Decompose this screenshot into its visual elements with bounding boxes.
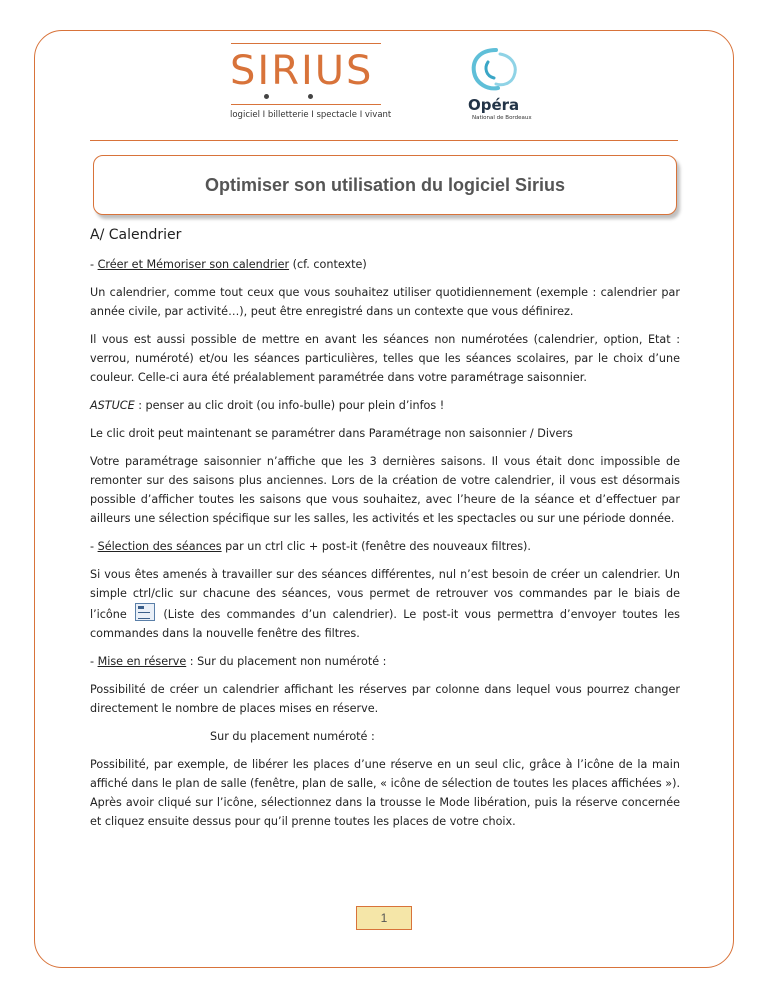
paragraph: Il vous est aussi possible de mettre en avant les séances non numérotées (calendrier, option, Etat : verrou, numéroté) et/ou les séances particulières, telles que les séances scolaires, par le choix d’une couleur. Celle-ci aura été préalablement paramétrée dans votre paramétrage saisonnier. bbox=[90, 333, 680, 384]
paragraph-text: (cf. contexte) bbox=[289, 258, 367, 271]
paragraph-text: (Liste des commandes d’un calendrier). Le post-it vous permettra d’envoyer toutes les commandes dans la nouvelle fenêtre des filtres. bbox=[90, 608, 681, 640]
paragraph bbox=[90, 565, 680, 643]
opera-wordmark: Opéra bbox=[468, 96, 520, 114]
paragraph bbox=[90, 255, 680, 274]
list-dash: - bbox=[90, 540, 98, 553]
paragraph-text: par un ctrl clic + post-it (fenêtre des nouveaux filtres). bbox=[221, 540, 531, 553]
paragraph: Le clic droit peut maintenant se paramétrer dans Paramétrage non saisonnier / Divers bbox=[90, 427, 573, 440]
opera-subtitle: National de Bordeaux bbox=[472, 115, 532, 121]
opera-ring-icon bbox=[466, 44, 526, 96]
paragraph-text: : Sur du placement non numéroté : bbox=[186, 655, 387, 668]
paragraph: Sur du placement numéroté : bbox=[210, 730, 375, 743]
subheading-calendar: Créer et Mémoriser son calendrier bbox=[97, 258, 290, 271]
paragraph-text: Si vous êtes amenés à travailler sur des séances différentes, nul n’est besoin de créer un calendrier. Un simple ctrl/clic sur chacune des séances, vous permet de retrouver vos commandes par le biais de l’icône bbox=[90, 568, 680, 621]
paragraph: Possibilité, par exemple, de libérer les places d’une réserve en un seul clic, grâce à l’icône de la main affiché dans le plan de salle (fenêtre, plan de salle, « icône de sélection de toutes les places affichées »). Après avoir cliqué sur l’icône, sélectionnez dans la trousse le Mode libération, puis la réserve concernée et cliquez ensuite dessus pour qu’il prenne toutes les places de votre choix. bbox=[90, 758, 680, 828]
paragraph: Possibilité de créer un calendrier affichant les réserves par colonne dans lequel vous pourrez changer directement le nombre de places mises en réserve. bbox=[90, 683, 680, 715]
paragraph bbox=[90, 537, 680, 556]
paragraph bbox=[90, 652, 680, 671]
tip-label: ASTUCE bbox=[90, 399, 135, 412]
logo-dot bbox=[308, 94, 313, 99]
sirius-tagline: logiciel I billetterie I spectacle I vivant bbox=[230, 110, 392, 120]
opera-logo bbox=[462, 44, 552, 130]
logo-rule-bottom bbox=[231, 104, 381, 105]
document-body bbox=[90, 222, 680, 840]
sirius-wordmark: SIRIUS bbox=[230, 48, 374, 94]
logo-dot bbox=[264, 94, 269, 99]
header-divider bbox=[90, 140, 678, 141]
tip-paragraph bbox=[90, 396, 680, 415]
logo-rule-top bbox=[231, 43, 381, 44]
paragraph-text: : penser au clic droit (ou info-bulle) pour plein d’infos ! bbox=[134, 399, 445, 412]
paragraph: Votre paramétrage saisonnier n’affiche que les 3 dernières saisons. Il vous était donc impossible de remonter sur des saisons plus anciennes. Lors de la création de votre calendrier, il vous est désormais possible d’afficher toutes les saisons que vous souhaitez, avec l’heure de la séance et d’effectuer par ailleurs une sélection spécifique sur les salles, les activités et les spectacles ou sur une période donnée. bbox=[90, 455, 680, 525]
section-heading: A/ Calendrier bbox=[90, 227, 182, 243]
calendar-list-icon bbox=[135, 603, 155, 621]
document-header bbox=[90, 40, 678, 140]
subheading-reserve: Mise en réserve bbox=[97, 655, 187, 668]
list-dash: - bbox=[90, 258, 98, 271]
page-title: Optimiser son utilisation du logiciel Sirius bbox=[204, 174, 566, 195]
list-dash: - bbox=[90, 655, 98, 668]
sirius-logo bbox=[226, 40, 392, 124]
title-box bbox=[93, 155, 677, 215]
sirius-dots bbox=[264, 94, 364, 104]
paragraph: Un calendrier, comme tout ceux que vous souhaitez utiliser quotidiennement (exemple : calendrier par année civile, par activité…), peut être enregistré dans un contexte que vous définirez. bbox=[90, 286, 680, 318]
page-number: 1 bbox=[356, 906, 412, 930]
subheading-selection: Sélection des séances bbox=[97, 540, 222, 553]
